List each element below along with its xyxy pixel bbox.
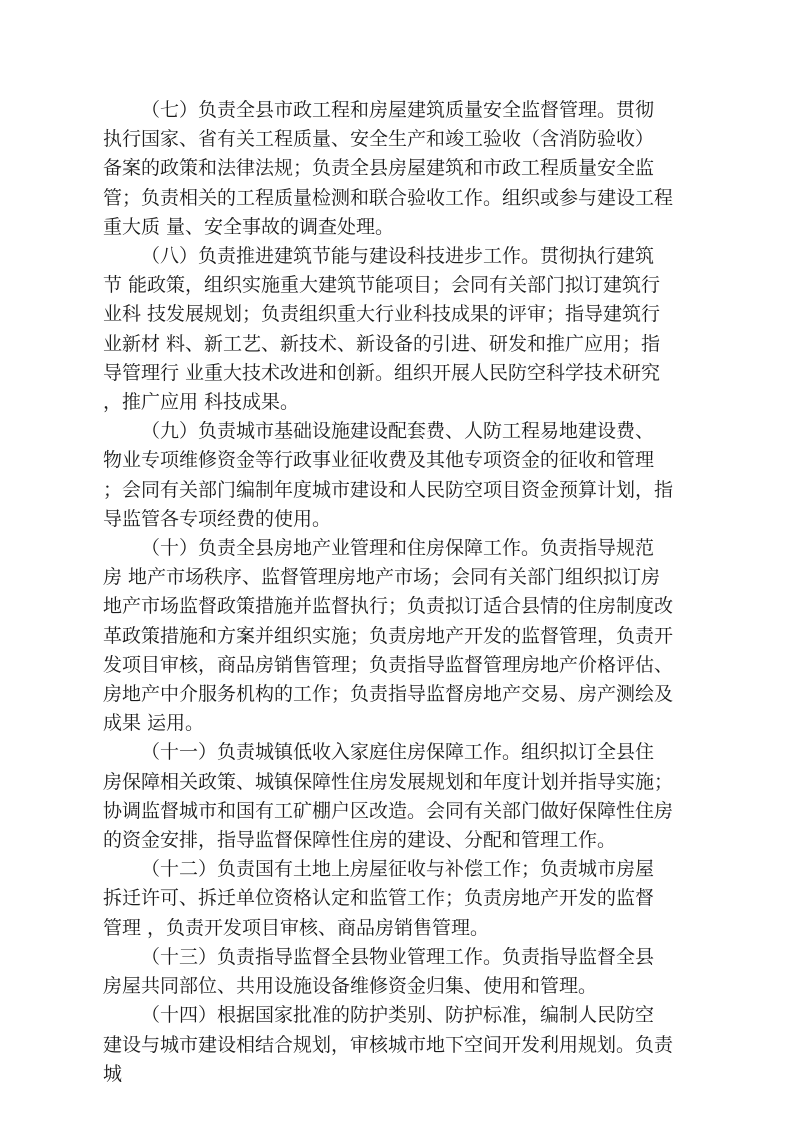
text-line: 城	[103, 1062, 123, 1085]
paragraph-9	[103, 417, 713, 534]
text-line: 房保障相关政策、城镇保障性住房发展规划和年度计划并指导实施；	[103, 770, 674, 793]
text-line: 备案的政策和法律法规；负责全县房屋建筑和市政工程质量安全监	[103, 157, 655, 180]
text-line: （七）负责全县市政工程和房屋建筑质量安全监督管理。贯彻	[141, 99, 655, 121]
text-line: 房地产中介服务机构的工作；负责指导监督房地产交易、房产测绘及	[103, 683, 674, 706]
text-line: 地产市场监督政策措施并监督执行；负责拟订适合县情的住房制度改	[103, 595, 674, 618]
text-line: （十一）负责城镇低收入家庭住房保障工作。组织拟订全县住	[141, 741, 655, 764]
paragraph-12	[103, 855, 713, 943]
paragraph-13	[103, 943, 713, 1001]
paragraph-14	[103, 1001, 713, 1089]
text-line: ，推广应用 科技成果。	[103, 391, 300, 414]
text-line: 重大质 量、安全事故的调查处理。	[103, 215, 395, 238]
paragraph-7	[103, 96, 713, 242]
text-line: 的资金安排，指导监督保障性住房的建设、分配和管理工作。	[103, 829, 617, 852]
text-line: 成果 运用。	[103, 712, 205, 735]
paragraph-10	[103, 534, 713, 738]
text-line: 管理 ，负责开发项目审核、商品房销售管理。	[103, 916, 490, 939]
text-line: （十二）负责国有土地上房屋征收与补偿工作；负责城市房屋	[141, 858, 655, 881]
text-line: 发项目审核，商品房销售管理；负责指导监督管理房地产价格评估、	[103, 653, 674, 676]
text-line: 房 地产市场秩序、监督管理房地产市场；会同有关部门组织拟订房	[103, 566, 661, 589]
text-line: 业科 技发展规划；负责组织重大行业科技成果的评审；指导建筑行	[103, 303, 661, 326]
text-line: 革政策措施和方案并组织实施；负责房地产开发的监督管理，负责开	[103, 624, 674, 647]
text-line: 管；负责相关的工程质量检测和联合验收工作。组织或参与建设工程	[103, 186, 674, 209]
text-line: 建设与城市建设相结合规划，审核城市地下空间开发利用规划。负责	[103, 1033, 674, 1056]
text-line: 拆迁许可、拆迁单位资格认定和监管工作；负责房地产开发的监督	[103, 887, 655, 910]
text-line: 协调监督城市和国有工矿棚户区改造。会同有关部门做好保障性住房	[103, 799, 674, 822]
text-line: 物业专项维修资金等行政事业征收费及其他专项资金的征收和管理	[103, 449, 655, 472]
document-body	[103, 96, 713, 1089]
text-line: 导监管各专项经费的使用。	[103, 507, 332, 530]
text-line: （十）负责全县房地产业管理和住房保障工作。负责指导规范	[141, 537, 655, 560]
text-line: （十三）负责指导监督全县物业管理工作。负责指导监督全县	[141, 945, 655, 968]
text-line: 执行国家、省有关工程质量、安全生产和竣工验收（含消防验收）	[103, 128, 655, 151]
paragraph-8	[103, 242, 713, 417]
text-line: 房屋共同部位、共用设施设备维修资金归集、使用和管理。	[103, 975, 598, 998]
text-line: 导管理行 业重大技术改进和创新。组织开展人民防空科学技术研究	[103, 361, 661, 384]
text-line: （九）负责城市基础设施建设配套费、人防工程易地建设费、	[141, 420, 655, 443]
text-line: ；会同有关部门编制年度城市建设和人民防空项目资金预算计划，指	[103, 478, 674, 501]
text-line: （十四）根据国家批准的防护类别、防护标准，编制人民防空	[141, 1004, 655, 1027]
text-line: 节 能政策，组织实施重大建筑节能项目；会同有关部门拟订建筑行	[103, 274, 661, 297]
text-line: （八）负责推进建筑节能与建设科技进步工作。贯彻执行建筑	[141, 245, 655, 268]
paragraph-11	[103, 738, 713, 855]
text-line: 业新材 料、新工艺、新技术、新设备的引进、研发和推广应用；指	[103, 332, 661, 355]
